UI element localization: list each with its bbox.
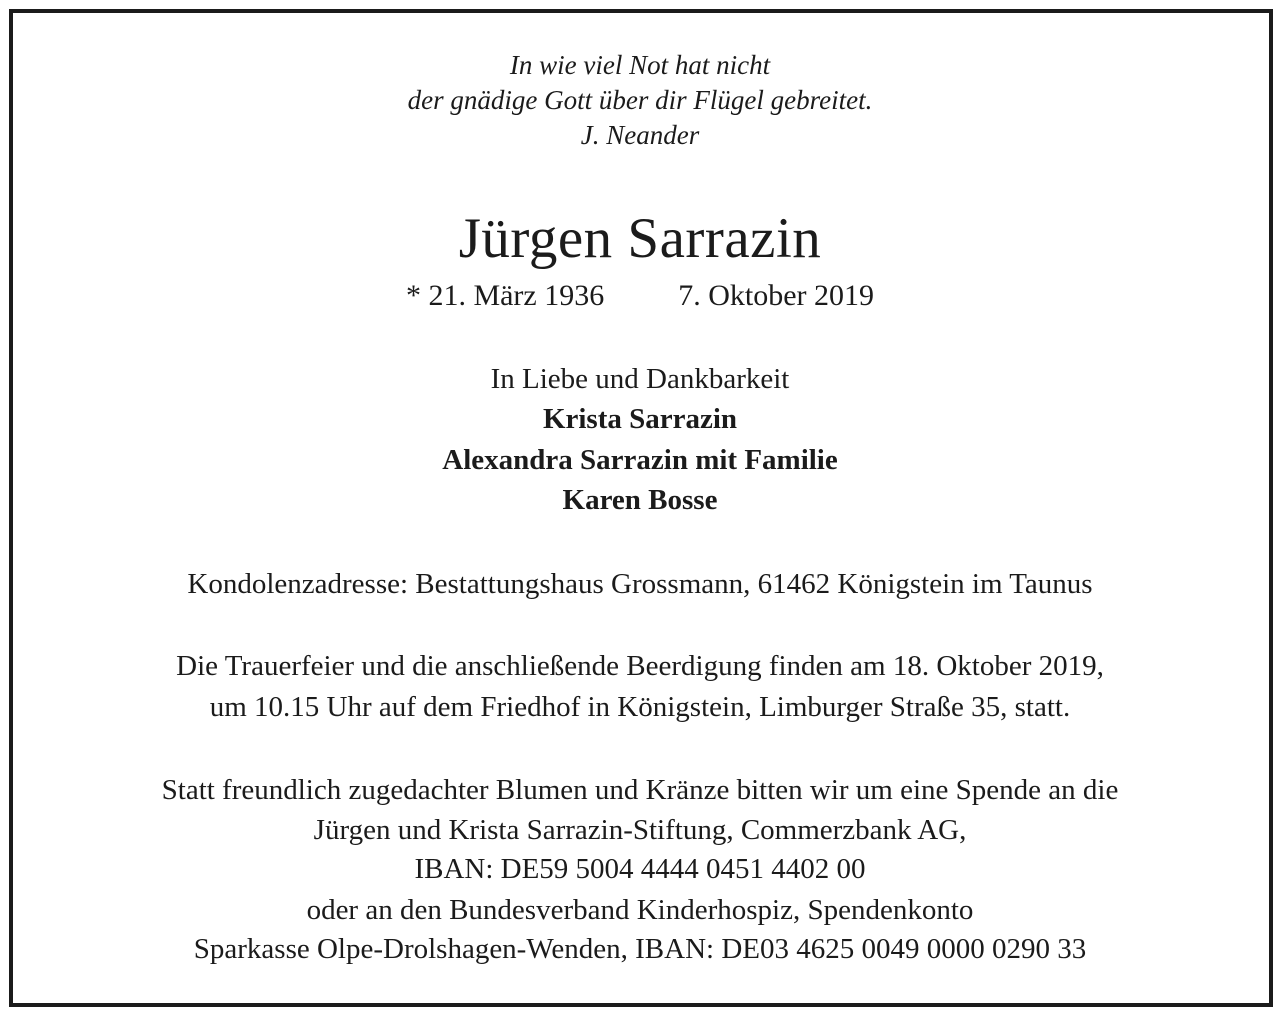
quote-line-2: der gnädige Gott über dir Flügel gebreitet. [407, 85, 873, 115]
donation-line-4: oder an den Bundesverband Kinderhospiz, Spendenkonto [306, 894, 974, 926]
donation-line-2: Jürgen und Krista Sarrazin-Stiftung, Commerzbank AG, [313, 814, 967, 846]
birth-date: * 21. März 1936 [405, 279, 605, 312]
service-line-1: Die Trauerfeier und die anschließende Beerdigung finden am 18. Oktober 2019, [176, 650, 1104, 682]
mourner-name: Alexandra Sarrazin mit Familie [442, 444, 838, 476]
service-line-2: um 10.15 Uhr auf dem Friedhof in Königstein, Limburger Straße 35, statt. [209, 691, 1071, 723]
donation-iban-2: Sparkasse Olpe-Drolshagen-Wenden, IBAN: DE03 4625 0049 0000 0290 33 [193, 933, 1087, 965]
mourner-name: Krista Sarrazin [542, 403, 738, 435]
mourners-intro: In Liebe und Dankbarkeit [490, 363, 790, 395]
donation-iban-1: IBAN: DE59 5004 4444 0451 4402 00 [414, 853, 866, 885]
mourner-name: Karen Bosse [562, 484, 718, 516]
quote-line-1: In wie viel Not hat nicht [509, 50, 771, 80]
life-dates [0, 281, 1280, 311]
death-date: 7. Oktober 2019 [678, 279, 875, 312]
quote-author: J. Neander [580, 120, 700, 150]
donation-line-1: Statt freundlich zugedachter Blumen und Kränze bitten wir um eine Spende an die [161, 774, 1119, 806]
deceased-name: Jürgen Sarrazin [458, 207, 822, 270]
condolence-address: Kondolenzadresse: Bestattungshaus Grossmann, 61462 Königstein im Taunus [187, 568, 1093, 600]
